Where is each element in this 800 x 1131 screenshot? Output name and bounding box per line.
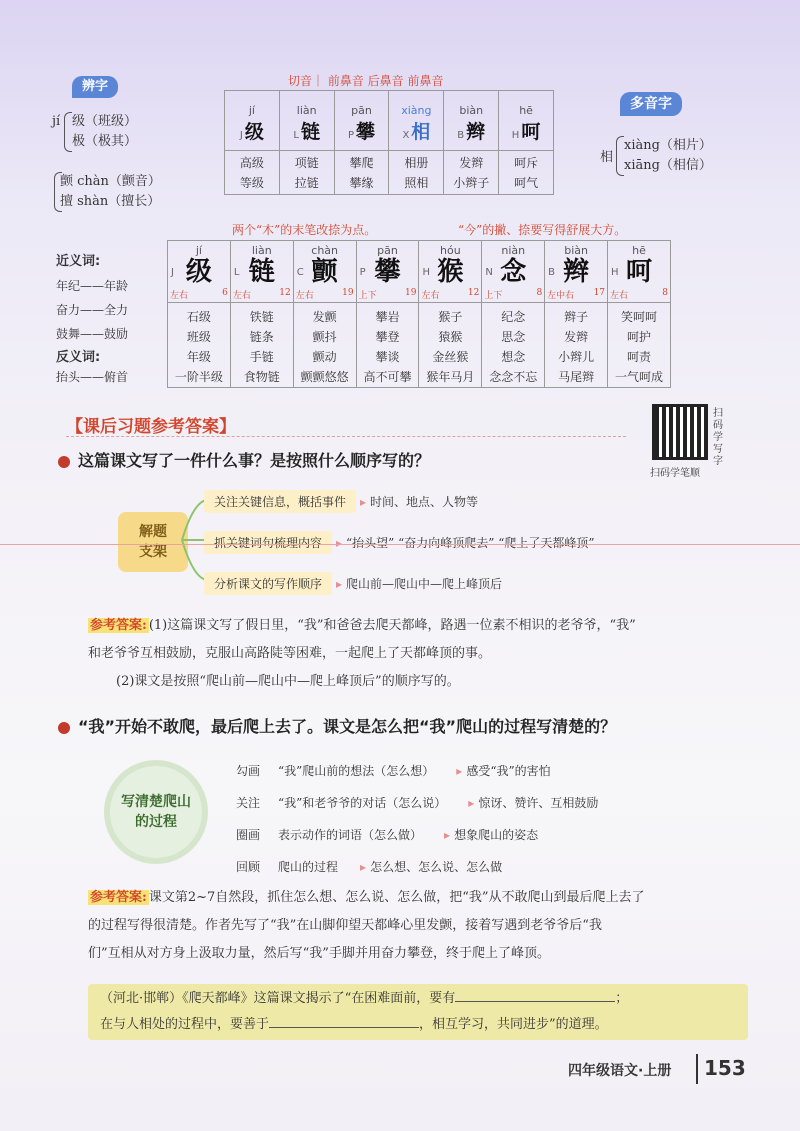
jinyi-pair: 年纪——年龄	[56, 279, 129, 293]
top-char-table	[224, 90, 554, 195]
letter: H	[511, 129, 520, 141]
reading: xiàng（相片）	[624, 138, 712, 153]
character: 辫	[563, 257, 590, 287]
qr-side-text: 扫码学写字	[713, 408, 723, 467]
q2-result: 惊讶、赞许、互相鼓励	[478, 796, 599, 810]
word: 念念不忘	[489, 370, 538, 384]
q2-branch-3: 圈画 表示动作的词语（怎么做） ▸ 想象爬山的姿态	[236, 828, 539, 842]
q2-verb: 勾画	[236, 764, 261, 778]
character: 级	[244, 120, 264, 143]
chan-shan	[60, 172, 161, 212]
character: 攀	[356, 120, 376, 143]
structure: 左右	[610, 291, 629, 301]
word: 思念	[501, 330, 526, 344]
ji-word-1: 级（班级）	[72, 114, 138, 129]
answer-text: 课文第2~7自然段，抓住怎么想、怎么说、怎么做，把“我”从不敢爬山到最后爬上去了	[148, 890, 645, 905]
pinyin: biàn	[459, 103, 484, 117]
q2-content: 爬山的过程	[278, 860, 339, 874]
word: 猿猴	[438, 330, 463, 344]
answer-label: 参考答案:	[90, 618, 147, 633]
bianzi-badge: 辨字	[72, 76, 118, 98]
letter: C	[296, 267, 304, 278]
word: 呵斥	[514, 155, 539, 170]
page-number: 153	[704, 1056, 746, 1080]
character: 链	[301, 120, 321, 143]
char-cell	[499, 91, 554, 151]
character: 辫	[466, 120, 486, 143]
structure: 左右	[421, 291, 440, 301]
word-cell	[356, 303, 419, 388]
word: 一阶半级	[174, 370, 223, 384]
char-cell	[230, 241, 293, 303]
jinyi-pair: 奋力——全力	[56, 303, 129, 317]
character: 攀	[374, 257, 401, 287]
structure: 上下	[484, 291, 503, 301]
word: 小辫儿	[558, 350, 595, 364]
chan-entry: 颤 chàn（颤音）	[60, 174, 161, 189]
answer-text: 和老爷爷互相鼓励，克服山高路陡等困难，一起爬上了天都峰顶的事。	[88, 646, 492, 661]
stroke-count: 8	[662, 288, 668, 298]
word-cell	[293, 303, 356, 388]
jinyi-list	[56, 274, 128, 346]
stroke-count: 12	[279, 288, 291, 298]
fill-text: ，相互学习，共同进步”的道理。	[419, 1017, 608, 1032]
character: 呵	[521, 120, 541, 143]
char-cell	[225, 91, 280, 151]
word-cell	[444, 151, 499, 195]
jinyi-pair: 鼓舞——鼓励	[56, 327, 129, 341]
q1-branch-2: 抓关键词句梳理内容 ▸ “抬头望” “奋力向峰顶爬去” “爬上了天都峰顶”	[204, 531, 595, 554]
char-cell	[334, 91, 389, 151]
q2-center-text: 写清楚爬山的过程	[121, 794, 191, 830]
jinyi-label: 近义词:	[56, 254, 101, 269]
letter: N	[485, 267, 493, 278]
word: 链条	[249, 330, 274, 344]
q1-step: 关注关键信息，概括事件	[204, 490, 356, 513]
char-cell	[168, 241, 231, 303]
word: 笑呵呵	[621, 310, 658, 324]
letter: P	[348, 129, 355, 141]
ji-words	[72, 112, 137, 152]
q2-answer	[88, 884, 752, 968]
pinyin: chàn	[311, 244, 339, 257]
word-cell	[334, 151, 389, 195]
word: 发辫	[459, 155, 484, 170]
word: 发辫	[564, 330, 589, 344]
word: 攀谈	[375, 350, 400, 364]
q1-answer	[88, 612, 748, 696]
top-note: 切音｜ 前鼻音 后鼻音 前鼻音	[288, 74, 444, 88]
word: 班级	[186, 330, 211, 344]
answer-text: 的过程写得很清楚。作者先写了“我”在山脚仰望天都峰心里发颤，接着写遇到老爷爷后“我	[88, 918, 602, 933]
pinyin: jí	[248, 103, 255, 117]
qr-bottom-text: 扫码学笔顺	[650, 468, 700, 479]
reading: xiāng（相信）	[624, 158, 712, 173]
fill-text: 在与人相处的过程中，要善于	[100, 1017, 270, 1032]
word: 手链	[249, 350, 274, 364]
word-cell	[225, 151, 280, 195]
char-cell	[293, 241, 356, 303]
stroke-count: 12	[467, 288, 480, 298]
q2-content: 表示动作的词语（怎么做）	[278, 828, 423, 842]
q2-verb: 圈画	[236, 828, 261, 842]
stroke-count: 17	[593, 288, 606, 298]
divider	[66, 436, 626, 437]
fill-text: （河北·邯郸）《爬天都峰》这篇课文揭示了“在困难面前，要有	[100, 991, 456, 1006]
brace	[64, 112, 72, 152]
stroke-count: 19	[405, 288, 417, 298]
q2-branch-4: 回顾 爬山的过程 ▸ 怎么想、怎么说、怎么做	[236, 860, 503, 874]
duoyinzi-badge: 多音字	[620, 92, 682, 116]
main-char-table	[167, 240, 671, 388]
word: 高不可攀	[363, 370, 412, 384]
note-jin: “今”的撇、捺要写得舒展大方。	[458, 223, 627, 237]
char-cell	[444, 91, 499, 151]
q2-verb: 关注	[236, 796, 261, 810]
letter: J	[171, 267, 174, 278]
word: 攀岩	[375, 310, 400, 324]
char-cell	[482, 241, 545, 303]
pinyin: jí	[195, 244, 202, 257]
stroke-count: 19	[342, 288, 354, 298]
word: 拉链	[294, 175, 319, 190]
note-mu: 两个“木”的末笔改捺为点。	[232, 223, 377, 237]
word-cell	[499, 151, 554, 195]
word: 照相	[404, 175, 429, 190]
q1-step: 抓关键词句梳理内容	[204, 531, 332, 554]
answer-text: (2)课文是按照“爬山前—爬山中—爬上峰顶后”的顺序写的。	[116, 674, 460, 689]
q1-step: 分析课文的写作顺序	[204, 572, 332, 595]
letter: P	[359, 267, 366, 278]
word: 猴年马月	[426, 370, 475, 384]
structure: 左右	[170, 291, 189, 301]
q2-result: 怎么想、怎么说、怎么做	[370, 860, 503, 874]
word: 金丝猴	[432, 350, 469, 364]
word-cell	[230, 303, 293, 388]
bullet-icon	[58, 722, 70, 734]
word: 相册	[404, 155, 429, 170]
brace	[616, 136, 624, 176]
word: 颤抖	[312, 330, 337, 344]
fill-in-box	[88, 984, 748, 1040]
question-2	[58, 714, 616, 737]
q1-branch-1: 关注关键信息，概括事件 ▸ 时间、地点、人物等	[204, 490, 478, 513]
pinyin: xiàng	[401, 103, 432, 117]
answer-text: (1)这篇课文写了假日里，“我”和爸爸去爬天都峰，路遇一位素不相识的老爷爷，“我”	[148, 618, 636, 633]
question-1-text: 这篇课文写了一件什么事？是按照什么顺序写的？	[78, 451, 431, 470]
pinyin: liàn	[296, 103, 317, 117]
word-cell	[279, 151, 334, 195]
question-2-text: “我”开始不敢爬，最后爬上去了。课文是怎么把“我”爬山的过程写清楚的？	[78, 717, 617, 736]
word: 小辫子	[453, 175, 490, 190]
word: 攀登	[375, 330, 400, 344]
answer-label: 参考答案:	[90, 890, 147, 905]
word: 石级	[186, 310, 211, 324]
letter: B	[548, 267, 556, 278]
word: 等级	[239, 175, 264, 190]
q1-center-box	[118, 512, 188, 572]
word: 呵护	[627, 330, 652, 344]
character: 级	[185, 257, 212, 287]
q2-verb: 回顾	[236, 860, 261, 874]
q1-branch-3: 分析课文的写作顺序 ▸ 爬山前—爬山中—爬上峰顶后	[204, 572, 502, 595]
ji-pinyin: jí	[52, 114, 61, 129]
character: 链	[248, 257, 275, 287]
word: 食物链	[243, 370, 280, 384]
character: 念	[500, 257, 527, 287]
footer-divider	[696, 1054, 698, 1084]
word: 高级	[239, 155, 264, 170]
pinyin: liàn	[251, 244, 272, 257]
char-cell	[419, 241, 482, 303]
word-cell	[608, 303, 671, 388]
stroke-count: 6	[222, 288, 228, 298]
fanyi-label: 反义词:	[56, 350, 101, 365]
letter: H	[422, 267, 430, 278]
q1-result: 时间、地点、人物等	[370, 495, 479, 509]
bullet-icon	[58, 456, 70, 468]
fill-text: ；	[615, 991, 629, 1006]
stroke-count: 8	[536, 288, 543, 298]
pinyin: hóu	[440, 244, 461, 257]
pinyin: hē	[632, 244, 646, 257]
word: 项链	[294, 155, 319, 170]
word: 年级	[186, 350, 211, 364]
letter: B	[457, 129, 465, 141]
rule-line	[0, 544, 800, 545]
structure: 上下	[358, 291, 377, 301]
q2-result: 想象爬山的姿态	[454, 828, 539, 842]
footer-book: 四年级语文·上册	[568, 1063, 672, 1079]
word-cell	[482, 303, 545, 388]
pinyin: pān	[377, 244, 398, 257]
duoyin-readings	[624, 136, 712, 176]
structure: 左右	[295, 291, 314, 301]
word: 颤颤悠悠	[300, 370, 349, 384]
character: 猴	[437, 257, 464, 287]
word-cell	[419, 303, 482, 388]
letter: J	[239, 129, 243, 141]
word-cell	[168, 303, 231, 388]
blank-2[interactable]	[269, 1027, 419, 1028]
letter: L	[293, 129, 299, 141]
char-cell	[389, 91, 444, 151]
letter: L	[233, 267, 240, 278]
word: 猴子	[438, 310, 463, 324]
word: 纪念	[501, 310, 526, 324]
qr-code-icon[interactable]	[652, 404, 708, 460]
letter: H	[611, 267, 619, 278]
q2-content: “我”爬山前的想法（怎么想）	[278, 764, 435, 778]
character: 呵	[626, 257, 653, 287]
pinyin: pān	[351, 103, 372, 117]
character: 相	[411, 120, 431, 143]
word: 辫子	[564, 310, 589, 324]
structure: 左中右	[547, 291, 575, 301]
word: 攀缘	[349, 175, 374, 190]
word: 呵责	[627, 350, 652, 364]
blank-1[interactable]	[455, 1001, 615, 1002]
char-cell	[608, 241, 671, 303]
word: 颤动	[312, 350, 337, 364]
q1-result: 爬山前—爬山中—爬上峰顶后	[346, 577, 503, 591]
pinyin: biàn	[564, 244, 588, 257]
fanyi-pair: 抬头——俯首	[56, 370, 129, 384]
word-cell	[389, 151, 444, 195]
word: 发颤	[312, 310, 337, 324]
char-cell	[545, 241, 608, 303]
q2-branch-2: 关注 “我”和老爷爷的对话（怎么说） ▸ 惊讶、赞许、互相鼓励	[236, 796, 599, 810]
word: 想念	[501, 350, 526, 364]
pinyin: niàn	[501, 244, 526, 257]
answer-text: 们”互相从对方身上汲取力量，然后写“我”手脚并用奋力攀登，终于爬上了峰顶。	[88, 946, 550, 961]
q1-center-text: 解题支架	[139, 524, 167, 560]
structure: 左右	[232, 291, 251, 301]
word-cell	[545, 303, 608, 388]
char-cell	[356, 241, 419, 303]
word: 一气呵成	[615, 370, 664, 384]
pinyin: hē	[519, 103, 533, 117]
q2-branch-1: 勾画 “我”爬山前的想法（怎么想） ▸ 感受“我”的害怕	[236, 764, 551, 778]
q2-center-gear	[104, 760, 208, 864]
q2-content: “我”和老爷爷的对话（怎么说）	[278, 796, 447, 810]
character: 颤	[311, 257, 338, 287]
char-cell	[279, 91, 334, 151]
word: 呵气	[514, 175, 539, 190]
section-title: 【课后习题参考答案】	[66, 417, 236, 437]
shan-entry: 擅 shàn（擅长）	[60, 194, 161, 209]
q1-result: “抬头望” “奋力向峰顶爬去” “爬上了天都峰顶”	[346, 536, 595, 550]
word: 马尾辫	[558, 370, 595, 384]
question-1	[58, 448, 430, 471]
q2-result: 感受“我”的害怕	[466, 764, 551, 778]
word: 铁链	[249, 310, 274, 324]
duoyin-char: 相	[600, 150, 614, 165]
ji-word-2: 极（极其）	[72, 134, 138, 149]
word: 攀爬	[349, 155, 374, 170]
letter: X	[402, 129, 410, 141]
